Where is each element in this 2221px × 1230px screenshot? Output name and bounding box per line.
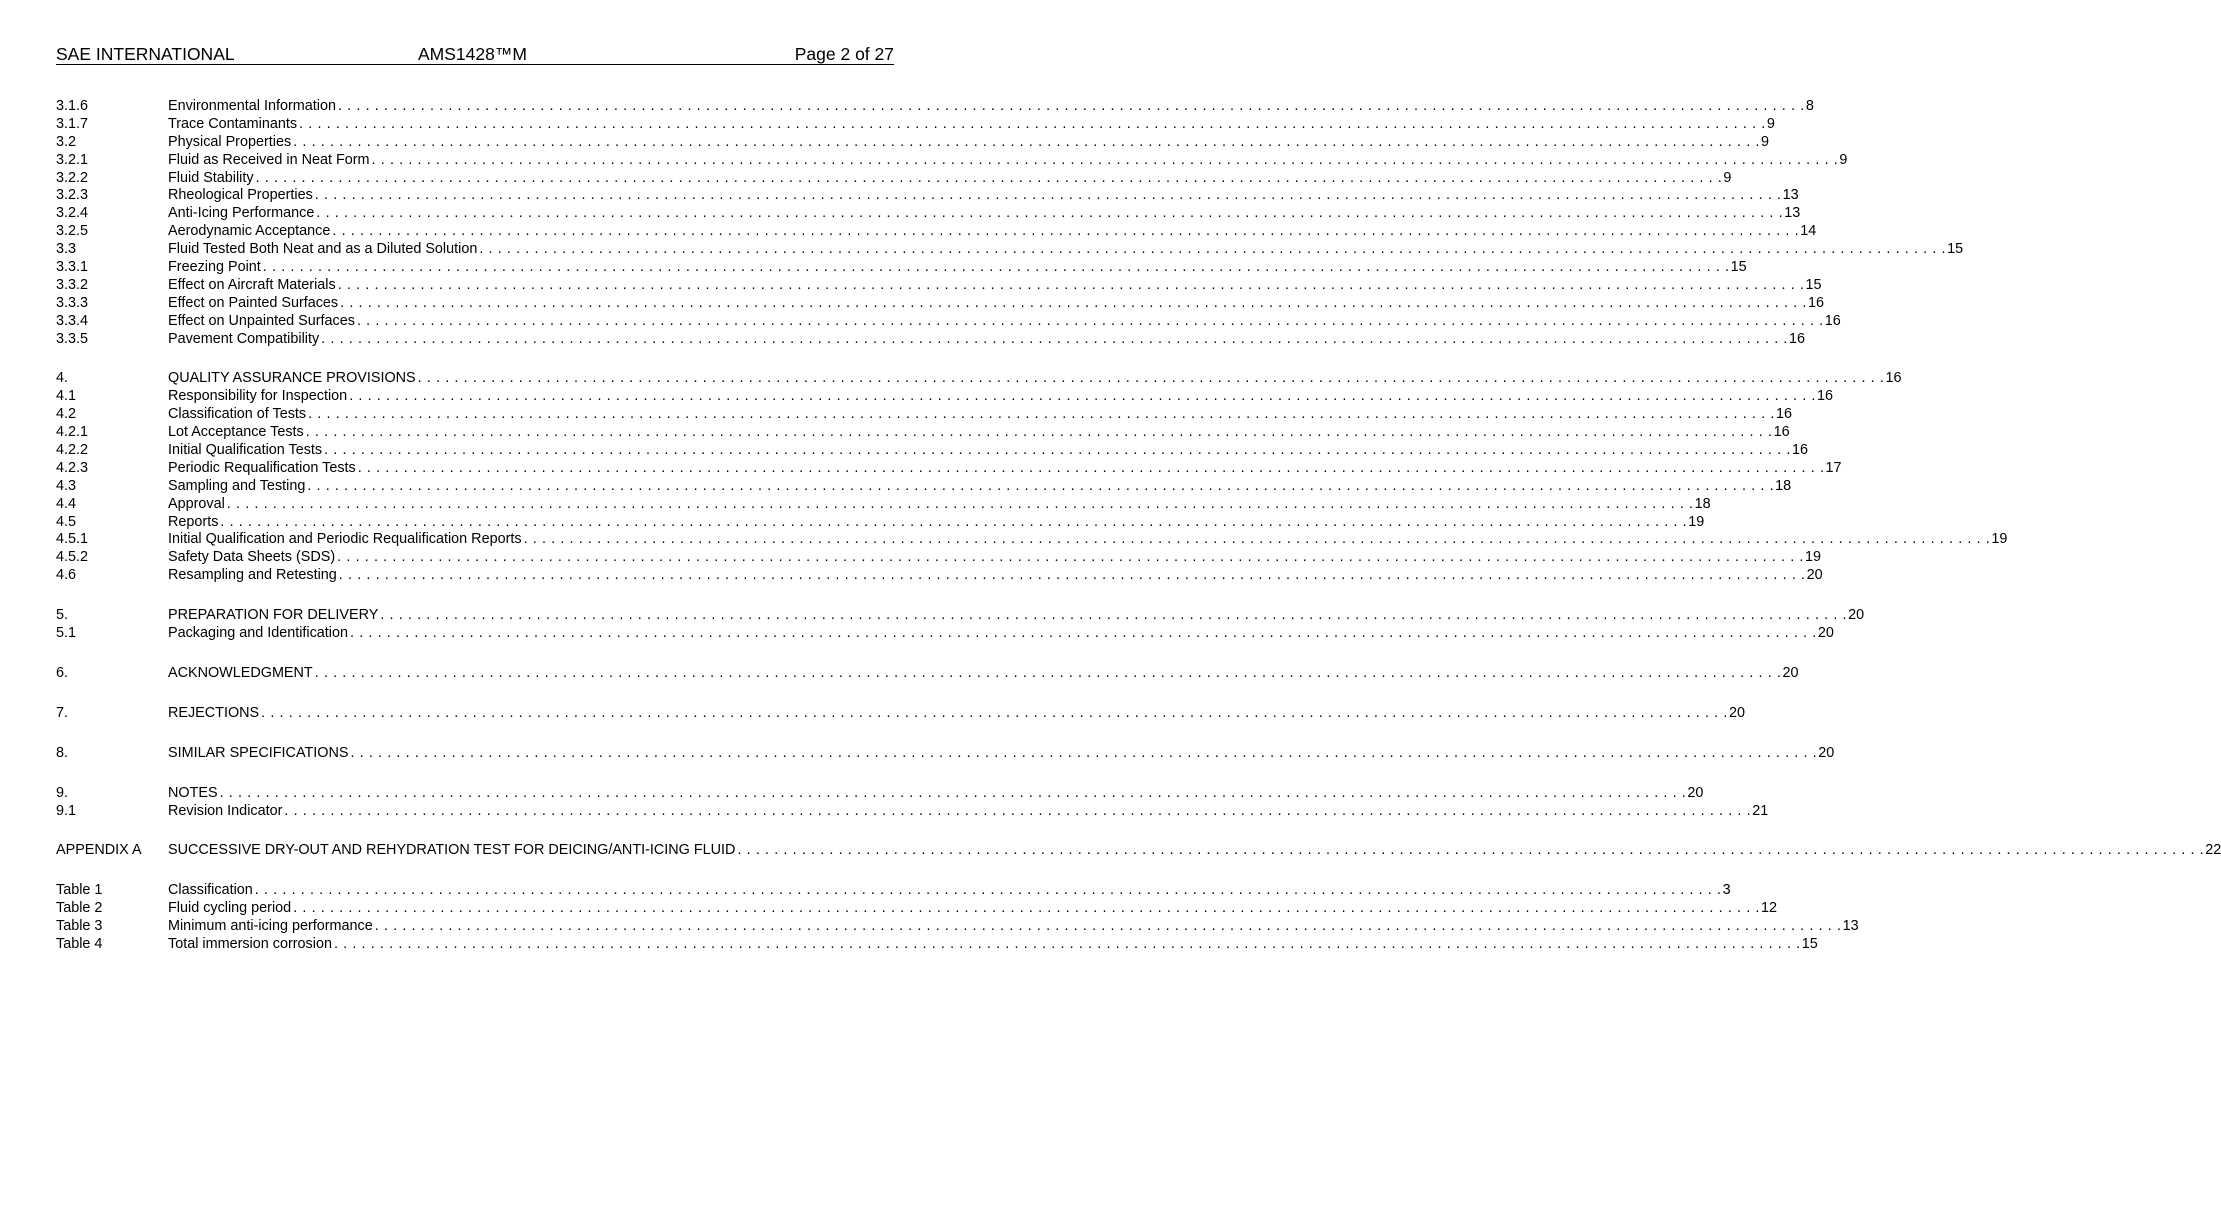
- toc-entry-page: 9: [1723, 169, 1732, 186]
- toc-dot-leader: . . . . . . . . . . . . . . . . . . . . . . . . . . . . . . . . . . . . . . . . . . . . . . . . . . . . . . . . . . . . . . . . . . . . . . . . . . . . . . . . . . . . . . . . . . . . . . . . . . . . . . . . . . . . . . . . . . . . . . . . . . . . . . . . . . . . . . . . . . . . . . . . . . . . . . . . . . . . . . . .: [299, 115, 1766, 132]
- toc-dot-leader: . . . . . . . . . . . . . . . . . . . . . . . . . . . . . . . . . . . . . . . . . . . . . . . . . . . . . . . . . . . . . . . . . . . . . . . . . . . . . . . . . . . . . . . . . . . . . . . . . . . . . . . . . . . . . . . . . . . . . . . . . . . . . . . . . . . . . . . . . . . . . . . . . . . . . . . . . . . . . . . .: [356, 312, 1824, 329]
- header-page-number: Page 2 of 27: [794, 44, 894, 64]
- toc-dot-leader: . . . . . . . . . . . . . . . . . . . . . . . . . . . . . . . . . . . . . . . . . . . . . . . . . . . . . . . . . . . . . . . . . . . . . . . . . . . . . . . . . . . . . . . . . . . . . . . . . . . . . . . . . . . . . . . . . . . . . . . . . . . . . . . . . . . . . . . . . . . . . . . . . . . . . . . . . . . . . . . .: [350, 744, 1818, 761]
- toc-dot-leader: . . . . . . . . . . . . . . . . . . . . . . . . . . . . . . . . . . . . . . . . . . . . . . . . . . . . . . . . . . . . . . . . . . . . . . . . . . . . . . . . . . . . . . . . . . . . . . . . . . . . . . . . . . . . . . . . . . . . . . . . . . . . . . . . . . . . . . . . . . . . . . . . . . . . . . . . . . . . . . . .: [308, 406, 1775, 423]
- toc-entry-title: Minimum anti-icing performance: [168, 918, 373, 935]
- toc-entry-title: SIMILAR SPECIFICATIONS: [168, 744, 349, 761]
- toc-dot-leader: . . . . . . . . . . . . . . . . . . . . . . . . . . . . . . . . . . . . . . . . . . . . . . . . . . . . . . . . . . . . . . . . . . . . . . . . . . . . . . . . . . . . . . . . . . . . . . . . . . . . . . . . . . . . . . . . . . . . . . . . . . . . . . . . . . . . . . . . . . . . . . . . . . . . . . . . . . . . . . . .: [337, 276, 1805, 293]
- toc-dot-leader: . . . . . . . . . . . . . . . . . . . . . . . . . . . . . . . . . . . . . . . . . . . . . . . . . . . . . . . . . . . . . . . . . . . . . . . . . . . . . . . . . . . . . . . . . . . . . . . . . . . . . . . . . . . . . . . . . . . . . . . . . . . . . . . . . . . . . . . . . . . . . . . . . . . . . . . . . . . . . . . .: [284, 802, 1752, 819]
- toc-entry[interactable]: [56, 744, 1835, 763]
- toc-entry-title: NOTES: [168, 784, 218, 801]
- toc-entry-number: 4.2: [56, 406, 77, 423]
- toc-entry-title: Resampling and Retesting: [168, 567, 337, 584]
- toc-entry-page: 16: [1791, 442, 1808, 459]
- toc-entry[interactable]: [56, 882, 1731, 900]
- toc-entry-title: REJECTIONS: [168, 704, 260, 721]
- toc-entry-number: 4.6: [56, 567, 77, 584]
- toc-dot-leader: . . . . . . . . . . . . . . . . . . . . . . . . . . . . . . . . . . . . . . . . . . . . . . . . . . . . . . . . . . . . . . . . . . . . . . . . . . . . . . . . . . . . . . . . . . . . . . . . . . . . . . . . . . . . . . . . . . . . . . . . . . . . . . . . . . . . . . . . . . . . . . . . . . . . . . . . . . . . . . . .: [219, 784, 1687, 801]
- toc-dot-leader: . . . . . . . . . . . . . . . . . . . . . . . . . . . . . . . . . . . . . . . . . . . . . . . . . . . . . . . . . . . . . . . . . . . . . . . . . . . . . . . . . . . . . . . . . . . . . . . . . . . . . . . . . . . . . . . . . . . . . . . . . . . . . . . . . . . . . . . . . . . . . . . . . . . . . . . . . . . . . . . .: [314, 664, 1782, 681]
- toc-entry-title: Trace Contaminants: [168, 115, 298, 132]
- toc-entry-page: 9: [1839, 151, 1848, 168]
- toc-entry-page: 15: [1805, 276, 1822, 293]
- toc-entry-page: 16: [1807, 294, 1824, 311]
- toc-entry[interactable]: [56, 567, 1823, 585]
- toc-entry[interactable]: [56, 900, 1778, 918]
- toc-entry-number: 4.2.3: [56, 459, 89, 476]
- toc-dot-leader: . . . . . . . . . . . . . . . . . . . . . . . . . . . . . . . . . . . . . . . . . . . . . . . . . . . . . . . . . . . . . . . . . . . . . . . . . . . . . . . . . . . . . . . . . . . . . . . . . . . . . . . . . . . . . . . . . . . . . . . . . . . . . . . . . . . . . . . . . . . . . . . . . . . . . . . . . . . . . . . .: [321, 330, 1788, 347]
- toc-dot-leader: . . . . . . . . . . . . . . . . . . . . . . . . . . . . . . . . . . . . . . . . . . . . . . . . . . . . . . . . . . . . . . . . . . . . . . . . . . . . . . . . . . . . . . . . . . . . . . . . . . . . . . . . . . . . . . . . . . . . . . . . . . . . . . . . . . . . . . . . . . . . . . . . . . . . . . . . . . . . . . . .: [350, 625, 1817, 642]
- toc-dot-leader: . . . . . . . . . . . . . . . . . . . . . . . . . . . . . . . . . . . . . . . . . . . . . . . . . . . . . . . . . . . . . . . . . . . . . . . . . . . . . . . . . . . . . . . . . . . . . . . . . . . . . . . . . . . . . . . . . . . . . . . . . . . . . . . . . . . . . . . . . . . . . . . . . . . . . . . . . . . . . . . .: [333, 935, 1801, 952]
- header-document-number: AMS1428™M: [418, 44, 527, 64]
- toc-entry-number: 3.2.3: [56, 187, 89, 204]
- toc-dot-leader: . . . . . . . . . . . . . . . . . . . . . . . . . . . . . . . . . . . . . . . . . . . . . . . . . . . . . . . . . . . . . . . . . . . . . . . . . . . . . . . . . . . . . . . . . . . . . . . . . . . . . . . . . . . . . . . . . . . . . . . . . . . . . . . . . . . . . . . . . . . . . . . . . . . . . . . . . . . . . . . .: [337, 549, 1804, 566]
- toc-entry-title: Effect on Painted Surfaces: [168, 294, 339, 311]
- toc-entry-page: 19: [1688, 513, 1705, 530]
- toc-entry[interactable]: [56, 312, 1841, 331]
- toc-entry-title: Safety Data Sheets (SDS): [168, 549, 336, 566]
- toc-dot-leader: . . . . . . . . . . . . . . . . . . . . . . . . . . . . . . . . . . . . . . . . . . . . . . . . . . . . . . . . . . . . . . . . . . . . . . . . . . . . . . . . . . . . . . . . . . . . . . . . . . . . . . . . . . . . . . . . . . . . . . . . . . . . . . . . . . . . . . . . . . . . . . . . . . . . . . . . . . . . . . . .: [374, 918, 1842, 935]
- toc-dot-leader: . . . . . . . . . . . . . . . . . . . . . . . . . . . . . . . . . . . . . . . . . . . . . . . . . . . . . . . . . . . . . . . . . . . . . . . . . . . . . . . . . . . . . . . . . . . . . . . . . . . . . . . . . . . . . . . . . . . . . . . . . . . . . . . . . . . . . . . . . . . . . . . . . . . . . . . . . . . . . . . .: [220, 513, 1688, 530]
- toc-entry-page: 16: [1885, 370, 1902, 387]
- toc-entry-number: 3.1.7: [56, 115, 89, 132]
- toc-group: [56, 664, 1799, 683]
- toc-dot-leader: . . . . . . . . . . . . . . . . . . . . . . . . . . . . . . . . . . . . . . . . . . . . . . . . . . . . . . . . . . . . . . . . . . . . . . . . . . . . . . . . . . . . . . . . . . . . . . . . . . . . . . . . . . . . . . . . . . . . . . . . . . . . . . . . . . . . . . . . . . . . . . . . . . . . . . . . . . . . . . . .: [523, 531, 1991, 548]
- toc-entry-title: Reports: [168, 513, 219, 530]
- toc-entry[interactable]: [56, 607, 1865, 625]
- toc-entry-page: 18: [1694, 495, 1711, 512]
- toc-entry-page: 16: [1775, 406, 1792, 423]
- toc-entry-number: Table 3: [56, 918, 103, 935]
- toc-entry-page: 12: [1761, 900, 1778, 917]
- toc-entry-title: Effect on Aircraft Materials: [168, 276, 336, 293]
- toc-entry-number: 3.3.1: [56, 259, 89, 276]
- toc-entry-page: 16: [1789, 330, 1806, 347]
- toc-group: [56, 744, 1835, 763]
- toc-entry[interactable]: [56, 842, 2221, 860]
- toc-group: [56, 882, 1859, 954]
- toc-dot-leader: . . . . . . . . . . . . . . . . . . . . . . . . . . . . . . . . . . . . . . . . . . . . . . . . . . . . . . . . . . . . . . . . . . . . . . . . . . . . . . . . . . . . . . . . . . . . . . . . . . . . . . . . . . . . . . . . . . . . . . . . . . . . . . . . . . . . . . . . . . . . . . . . . . . . . . . . . . . . . . . .: [262, 259, 1730, 276]
- toc-group: [56, 370, 2008, 585]
- toc-dot-leader: . . . . . . . . . . . . . . . . . . . . . . . . . . . . . . . . . . . . . . . . . . . . . . . . . . . . . . . . . . . . . . . . . . . . . . . . . . . . . . . . . . . . . . . . . . . . . . . . . . . . . . . . . . . . . . . . . . . . . . . . . . . . . . . . . . . . . . . . . . . . . . . . . . . . . . . . . . . . . . . .: [293, 133, 1760, 150]
- toc-entry-title: ACKNOWLEDGMENT: [168, 664, 313, 681]
- toc-entry[interactable]: [56, 406, 1792, 424]
- toc-entry-page: 19: [1805, 549, 1822, 566]
- toc-entry-number: 3.2.2: [56, 169, 89, 186]
- toc-dot-leader: . . . . . . . . . . . . . . . . . . . . . . . . . . . . . . . . . . . . . . . . . . . . . . . . . . . . . . . . . . . . . . . . . . . . . . . . . . . . . . . . . . . . . . . . . . . . . . . . . . . . . . . . . . . . . . . . . . . . . . . . . . . . . . . . . . . . . . . . . . . . . . . . . . . . . . . . . . . . . . . .: [254, 882, 1722, 899]
- toc-entry-title: Pavement Compatibility: [168, 330, 320, 347]
- toc-entry-title: Approval: [168, 495, 225, 512]
- toc-entry[interactable]: [56, 625, 1834, 643]
- toc-entry-title: Fluid Tested Both Neat and as a Diluted Solution: [168, 241, 478, 258]
- toc-entry[interactable]: [56, 664, 1799, 683]
- toc-dot-leader: . . . . . . . . . . . . . . . . . . . . . . . . . . . . . . . . . . . . . . . . . . . . . . . . . . . . . . . . . . . . . . . . . . . . . . . . . . . . . . . . . . . . . . . . . . . . . . . . . . . . . . . . . . . . . . . . . . . . . . . . . . . . . . . . . . . . . . . . . . . . . . . . . . . . . . . . . . . . . . . .: [255, 169, 1723, 186]
- toc-entry-number: Table 1: [56, 882, 103, 899]
- toc-entry-number: 3.2.1: [56, 151, 89, 168]
- toc-entry-page: 22: [2205, 842, 2221, 859]
- toc-entry-page: 19: [1991, 531, 2008, 548]
- toc-entry-number: 3.3.4: [56, 312, 89, 329]
- toc-dot-leader: . . . . . . . . . . . . . . . . . . . . . . . . . . . . . . . . . . . . . . . . . . . . . . . . . . . . . . . . . . . . . . . . . . . . . . . . . . . . . . . . . . . . . . . . . . . . . . . . . . . . . . . . . . . . . . . . . . . . . . . . . . . . . . . . . . . . . . . . . . . . . . . . . . . . . . . . . . . . . . . .: [417, 370, 1885, 387]
- toc-entry[interactable]: [56, 459, 1842, 478]
- toc-entry-number: 6.: [56, 664, 69, 681]
- toc-group: [56, 607, 1865, 643]
- toc-entry-title: Effect on Unpainted Surfaces: [168, 312, 355, 329]
- toc-dot-leader: . . . . . . . . . . . . . . . . . . . . . . . . . . . . . . . . . . . . . . . . . . . . . . . . . . . . . . . . . . . . . . . . . . . . . . . . . . . . . . . . . . . . . . . . . . . . . . . . . . . . . . . . . . . . . . . . . . . . . . . . . . . . . . . . . . . . . . . . . . . . . . . . . . . . . . . . . . . . . . . .: [226, 495, 1694, 512]
- toc-entry-page: 13: [1842, 918, 1859, 935]
- toc-entry-title: Lot Acceptance Tests: [168, 424, 304, 441]
- toc-entry-title: Revision Indicator: [168, 802, 283, 819]
- toc-entry[interactable]: [56, 330, 1806, 349]
- toc-entry-number: Table 4: [56, 935, 103, 952]
- toc-entry-number: 3.2.4: [56, 205, 89, 222]
- toc-dot-leader: . . . . . . . . . . . . . . . . . . . . . . . . . . . . . . . . . . . . . . . . . . . . . . . . . . . . . . . . . . . . . . . . . . . . . . . . . . . . . . . . . . . . . . . . . . . . . . . . . . . . . . . . . . . . . . . . . . . . . . . . . . . . . . . . . . . . . . . . . . . . . . . . . . . . . . . . . . . . . . . .: [324, 442, 1791, 459]
- toc-entry-number: APPENDIX A: [56, 842, 142, 859]
- toc-entry[interactable]: [56, 115, 1775, 134]
- toc-group: [56, 704, 1745, 723]
- toc-entry[interactable]: [56, 259, 1747, 277]
- toc-entry[interactable]: [56, 442, 1808, 460]
- toc-entry-number: 3.3.3: [56, 294, 89, 311]
- toc-entry[interactable]: [56, 169, 1732, 188]
- toc-entry[interactable]: [56, 802, 1769, 821]
- toc-group: [56, 784, 1769, 821]
- toc-entry-number: 4.3: [56, 477, 77, 494]
- toc-entry-title: Classification: [168, 882, 253, 899]
- toc-entry[interactable]: [56, 294, 1824, 313]
- toc-entry[interactable]: [56, 704, 1745, 723]
- toc-entry[interactable]: [56, 531, 2008, 549]
- toc-dot-leader: . . . . . . . . . . . . . . . . . . . . . . . . . . . . . . . . . . . . . . . . . . . . . . . . . . . . . . . . . . . . . . . . . . . . . . . . . . . . . . . . . . . . . . . . . . . . . . . . . . . . . . . . . . . . . . . . . . . . . . . . . . . . . . . . . . . . . . . . . . . . . . . . . . . . . . . . . . . . . . . .: [261, 704, 1728, 721]
- toc-entry-page: 20: [1817, 625, 1834, 642]
- toc-entry[interactable]: [56, 151, 1848, 170]
- toc-entry-page: 20: [1806, 567, 1823, 584]
- toc-entry[interactable]: [56, 187, 1799, 205]
- toc-entry-title: SUCCESSIVE DRY-OUT AND REHYDRATION TEST FOR DEICING/ANTI-ICING FLUID: [168, 842, 736, 859]
- toc-dot-leader: . . . . . . . . . . . . . . . . . . . . . . . . . . . . . . . . . . . . . . . . . . . . . . . . . . . . . . . . . . . . . . . . . . . . . . . . . . . . . . . . . . . . . . . . . . . . . . . . . . . . . . . . . . . . . . . . . . . . . . . . . . . . . . . . . . . . . . . . . . . . . . . . . . . . . . . . . . . . . . . .: [349, 388, 1817, 405]
- toc-entry-page: 15: [1801, 935, 1818, 952]
- toc-entry-number: 3.3.5: [56, 330, 89, 347]
- toc-dot-leader: . . . . . . . . . . . . . . . . . . . . . . . . . . . . . . . . . . . . . . . . . . . . . . . . . . . . . . . . . . . . . . . . . . . . . . . . . . . . . . . . . . . . . . . . . . . . . . . . . . . . . . . . . . . . . . . . . . . . . . . . . . . . . . . . . . . . . . . . . . . . . . . . . . . . . . . . . . . . . . . .: [316, 205, 1784, 222]
- toc-entry-number: 4.2.1: [56, 424, 89, 441]
- toc-entry-title: Periodic Requalification Tests: [168, 459, 356, 476]
- toc-dot-leader: . . . . . . . . . . . . . . . . . . . . . . . . . . . . . . . . . . . . . . . . . . . . . . . . . . . . . . . . . . . . . . . . . . . . . . . . . . . . . . . . . . . . . . . . . . . . . . . . . . . . . . . . . . . . . . . . . . . . . . . . . . . . . . . . . . . . . . . . . . . . . . . . . . . . . . . . . . . . . . . .: [337, 98, 1805, 114]
- toc-dot-leader: . . . . . . . . . . . . . . . . . . . . . . . . . . . . . . . . . . . . . . . . . . . . . . . . . . . . . . . . . . . . . . . . . . . . . . . . . . . . . . . . . . . . . . . . . . . . . . . . . . . . . . . . . . . . . . . . . . . . . . . . . . . . . . . . . . . . . . . . . . . . . . . . . . . . . . . . . . . . . . . .: [479, 241, 1947, 258]
- toc-entry-title: Rheological Properties: [168, 187, 313, 204]
- toc-entry-title: Fluid cycling period: [168, 900, 292, 917]
- toc-entry-page: 3: [1722, 882, 1731, 899]
- toc-entry[interactable]: [56, 549, 1822, 567]
- toc-entry[interactable]: [56, 241, 1964, 259]
- toc-entry-page: 20: [1818, 744, 1835, 761]
- toc-entry-page: 13: [1782, 187, 1799, 204]
- toc-dot-leader: . . . . . . . . . . . . . . . . . . . . . . . . . . . . . . . . . . . . . . . . . . . . . . . . . . . . . . . . . . . . . . . . . . . . . . . . . . . . . . . . . . . . . . . . . . . . . . . . . . . . . . . . . . . . . . . . . . . . . . . . . . . . . . . . . . . . . . . . . . . . . . . . . . . . . . . . . . . . . . . .: [314, 187, 1782, 204]
- toc-dot-leader: . . . . . . . . . . . . . . . . . . . . . . . . . . . . . . . . . . . . . . . . . . . . . . . . . . . . . . . . . . . . . . . . . . . . . . . . . . . . . . . . . . . . . . . . . . . . . . . . . . . . . . . . . . . . . . . . . . . . . . . . . . . . . . . . . . . . . . . . . . . . . . . . . . . . . . . . . . . . . . . .: [371, 151, 1839, 168]
- toc-entry[interactable]: [56, 918, 1859, 936]
- toc-entry-title: Fluid Stability: [168, 169, 254, 186]
- toc-entry-number: 5.1: [56, 625, 77, 642]
- toc-entry-number: 4.2.2: [56, 442, 89, 459]
- toc-entry-number: 3.3: [56, 241, 77, 258]
- toc-entry[interactable]: [56, 133, 1770, 152]
- toc-entry-page: 13: [1784, 205, 1801, 222]
- toc-entry-title: PREPARATION FOR DELIVERY: [168, 607, 379, 624]
- toc-entry-page: 20: [1782, 664, 1799, 681]
- toc-entry-title: Environmental Information: [168, 98, 336, 114]
- toc-entry[interactable]: [56, 98, 1814, 116]
- toc-entry[interactable]: [56, 223, 1817, 241]
- toc-entry-title: Initial Qualification Tests: [168, 442, 323, 459]
- toc-entry-page: 16: [1773, 424, 1790, 441]
- toc-entry-number: 4.1: [56, 388, 77, 405]
- toc-entry-number: Table 2: [56, 900, 103, 917]
- toc-entry[interactable]: [56, 513, 1705, 532]
- toc-entry[interactable]: [56, 276, 1822, 295]
- toc-dot-leader: . . . . . . . . . . . . . . . . . . . . . . . . . . . . . . . . . . . . . . . . . . . . . . . . . . . . . . . . . . . . . . . . . . . . . . . . . . . . . . . . . . . . . . . . . . . . . . . . . . . . . . . . . . . . . . . . . . . . . . . . . . . . . . . . . . . . . . . . . . . . . . . . . . . . . . . . . . . . . . . .: [340, 294, 1807, 311]
- toc-dot-leader: . . . . . . . . . . . . . . . . . . . . . . . . . . . . . . . . . . . . . . . . . . . . . . . . . . . . . . . . . . . . . . . . . . . . . . . . . . . . . . . . . . . . . . . . . . . . . . . . . . . . . . . . . . . . . . . . . . . . . . . . . . . . . . . . . . . . . . . . . . . . . . . . . . . . . . . . . . . . . . . .: [357, 459, 1825, 476]
- toc-entry-page: 18: [1775, 477, 1792, 494]
- toc-entry-page: 16: [1817, 388, 1834, 405]
- toc-entry-title: Anti-Icing Performance: [168, 205, 315, 222]
- toc-entry-page: 20: [1728, 704, 1745, 721]
- toc-dot-leader: . . . . . . . . . . . . . . . . . . . . . . . . . . . . . . . . . . . . . . . . . . . . . . . . . . . . . . . . . . . . . . . . . . . . . . . . . . . . . . . . . . . . . . . . . . . . . . . . . . . . . . . . . . . . . . . . . . . . . . . . . . . . . . . . . . . . . . . . . . . . . . . . . . . . . . . . . . . . . . . .: [307, 477, 1775, 494]
- toc-entry-title: Physical Properties: [168, 133, 292, 150]
- toc-entry[interactable]: [56, 370, 1902, 388]
- toc-entry-page: 20: [1687, 784, 1704, 801]
- toc-entry-number: 3.2: [56, 133, 77, 150]
- toc-entry-title: Responsibility for Inspection: [168, 388, 348, 405]
- toc-entry-number: 8.: [56, 744, 69, 761]
- toc-entry-page: 8: [1805, 98, 1814, 114]
- toc-entry[interactable]: [56, 784, 1704, 803]
- toc-entry-number: 4.5.1: [56, 531, 89, 548]
- toc-entry-title: Packaging and Identification: [168, 625, 349, 642]
- toc-entry-page: 17: [1825, 459, 1842, 476]
- toc-entry-page: 20: [1848, 607, 1865, 624]
- toc-entry-page: 15: [1947, 241, 1964, 258]
- toc-entry[interactable]: [56, 424, 1790, 442]
- toc-entry[interactable]: [56, 205, 1801, 223]
- toc-entry-number: 4.4: [56, 495, 77, 512]
- toc-dot-leader: . . . . . . . . . . . . . . . . . . . . . . . . . . . . . . . . . . . . . . . . . . . . . . . . . . . . . . . . . . . . . . . . . . . . . . . . . . . . . . . . . . . . . . . . . . . . . . . . . . . . . . . . . . . . . . . . . . . . . . . . . . . . . . . . . . . . . . . . . . . . . . . . . . . . . . . . . . . . . . . .: [293, 900, 1761, 917]
- toc-dot-leader: . . . . . . . . . . . . . . . . . . . . . . . . . . . . . . . . . . . . . . . . . . . . . . . . . . . . . . . . . . . . . . . . . . . . . . . . . . . . . . . . . . . . . . . . . . . . . . . . . . . . . . . . . . . . . . . . . . . . . . . . . . . . . . . . . . . . . . . . . . . . . . . . . . . . . . . . . . . . . . . .: [338, 567, 1806, 584]
- toc-entry-title: Fluid as Received in Neat Form: [168, 151, 370, 168]
- toc-dot-leader: . . . . . . . . . . . . . . . . . . . . . . . . . . . . . . . . . . . . . . . . . . . . . . . . . . . . . . . . . . . . . . . . . . . . . . . . . . . . . . . . . . . . . . . . . . . . . . . . . . . . . . . . . . . . . . . . . . . . . . . . . . . . . . . . . . . . . . . . . . . . . . . . . . . . . . . . . . . . . . . .: [305, 424, 1773, 441]
- toc-entry-title: Freezing Point: [168, 259, 261, 276]
- toc-entry[interactable]: [56, 935, 1818, 954]
- toc-entry-title: Initial Qualification and Periodic Requalification Reports: [168, 531, 522, 548]
- page-header: [56, 44, 894, 65]
- toc-dot-leader: . . . . . . . . . . . . . . . . . . . . . . . . . . . . . . . . . . . . . . . . . . . . . . . . . . . . . . . . . . . . . . . . . . . . . . . . . . . . . . . . . . . . . . . . . . . . . . . . . . . . . . . . . . . . . . . . . . . . . . . . . . . . . . . . . . . . . . . . . . . . . . . . . . . . . . . . . . . . . . . .: [380, 607, 1848, 624]
- toc-entry-page: 9: [1761, 133, 1770, 150]
- toc-entry-page: 16: [1824, 312, 1841, 329]
- table-of-contents: [56, 98, 2221, 976]
- toc-entry-title: Sampling and Testing: [168, 477, 306, 494]
- toc-entry-number: 9.: [56, 784, 69, 801]
- toc-dot-leader: . . . . . . . . . . . . . . . . . . . . . . . . . . . . . . . . . . . . . . . . . . . . . . . . . . . . . . . . . . . . . . . . . . . . . . . . . . . . . . . . . . . . . . . . . . . . . . . . . . . . . . . . . . . . . . . . . . . . . . . . . . . . . . . . . . . . . . . . . . . . . . . . . . . . . . . . . . . . . . . .: [332, 223, 1800, 240]
- toc-entry-number: 3.2.5: [56, 223, 89, 240]
- toc-entry-number: 3.1.6: [56, 98, 89, 114]
- header-organization: SAE INTERNATIONAL: [56, 44, 235, 64]
- toc-entry-number: 4.: [56, 370, 69, 387]
- toc-entry[interactable]: [56, 495, 1711, 514]
- toc-entry[interactable]: [56, 388, 1834, 406]
- toc-entry-title: QUALITY ASSURANCE PROVISIONS: [168, 370, 416, 387]
- toc-entry-number: 9.1: [56, 802, 77, 819]
- toc-entry-page: 15: [1730, 259, 1747, 276]
- toc-dot-leader: . . . . . . . . . . . . . . . . . . . . . . . . . . . . . . . . . . . . . . . . . . . . . . . . . . . . . . . . . . . . . . . . . . . . . . . . . . . . . . . . . . . . . . . . . . . . . . . . . . . . . . . . . . . . . . . . . . . . . . . . . . . . . . . . . . . . . . . . . . . . . . . . . . . . . . . . . . . . . . . .: [737, 842, 2205, 859]
- toc-entry-title: Classification of Tests: [168, 406, 307, 423]
- toc-entry-page: 9: [1766, 115, 1775, 132]
- toc-entry-page: 14: [1800, 223, 1817, 240]
- toc-entry-number: 4.5: [56, 513, 77, 530]
- toc-group: [56, 98, 1964, 348]
- toc-entry-number: 3.3.2: [56, 276, 89, 293]
- toc-entry-number: 7.: [56, 704, 69, 721]
- toc-entry-title: Aerodynamic Acceptance: [168, 223, 331, 240]
- toc-entry-number: 5.: [56, 607, 69, 624]
- toc-entry-title: Total immersion corrosion: [168, 935, 332, 952]
- toc-entry-page: 21: [1752, 802, 1769, 819]
- toc-entry[interactable]: [56, 477, 1792, 496]
- toc-group: [56, 842, 2221, 860]
- toc-entry-number: 4.5.2: [56, 549, 89, 566]
